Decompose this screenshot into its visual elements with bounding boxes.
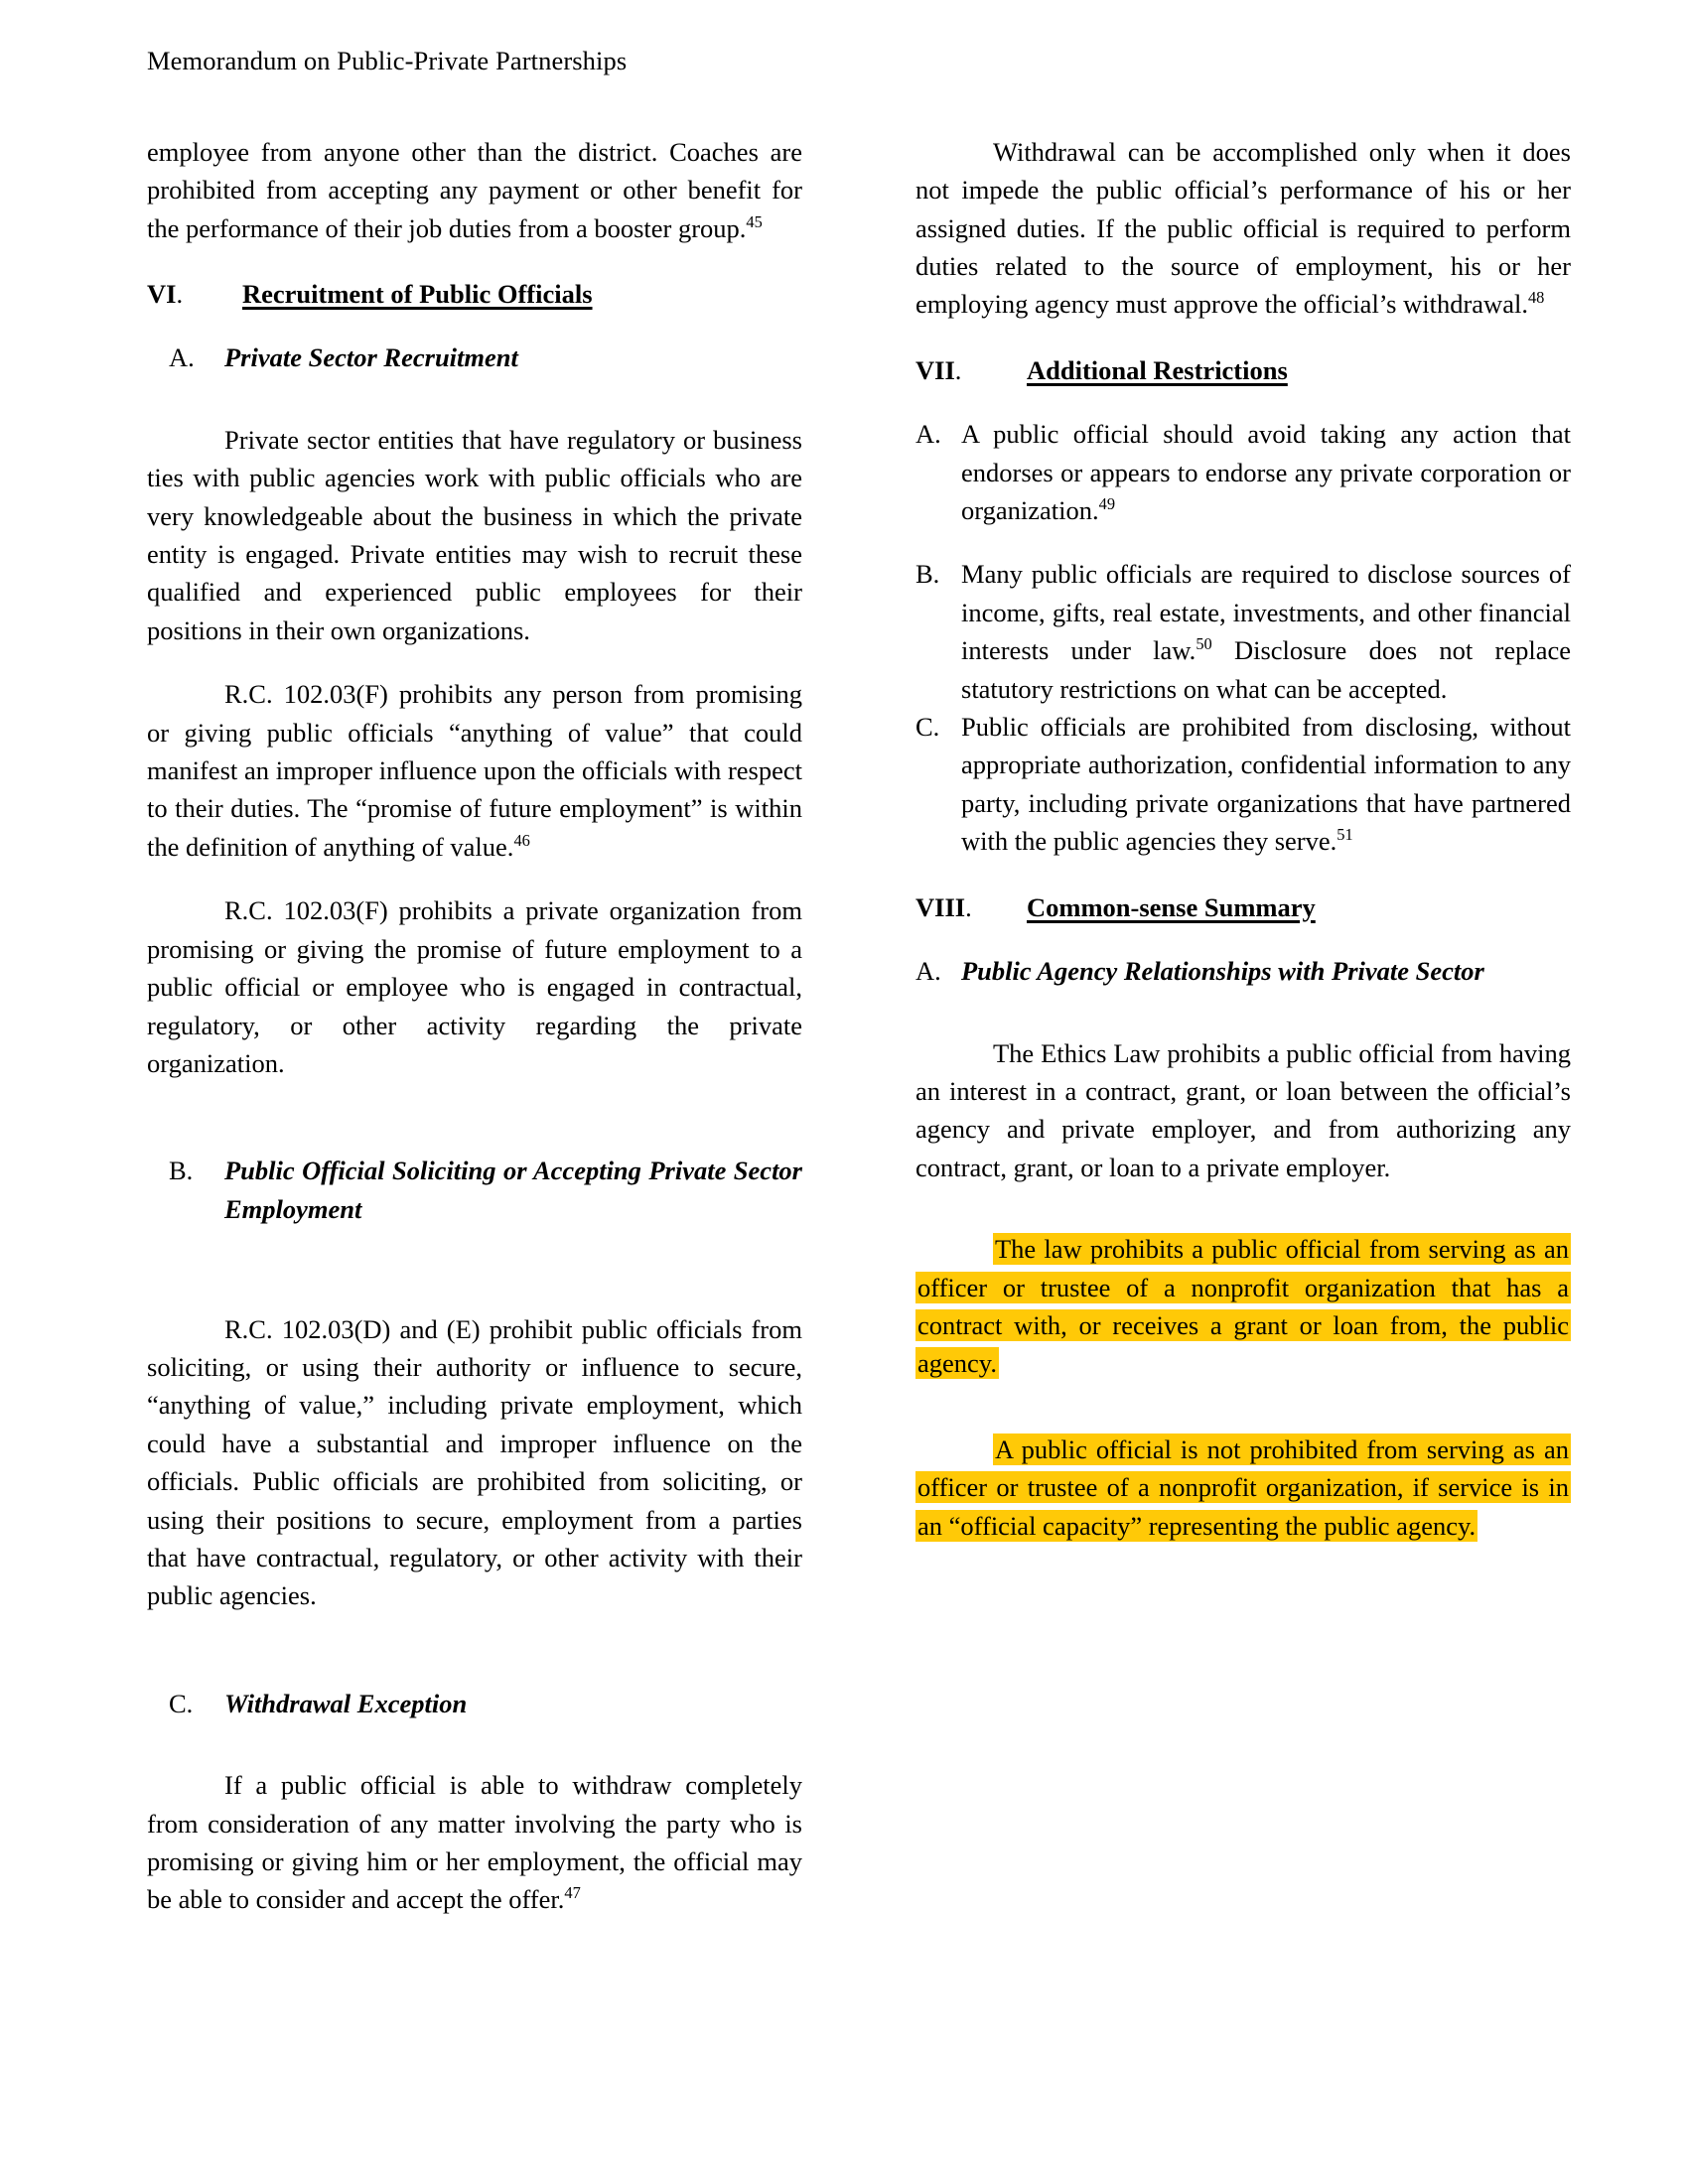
list-item-vii-b — [915, 555, 1571, 708]
spacer — [915, 1413, 1571, 1431]
spacer — [147, 1108, 802, 1126]
list-text-vii-b — [961, 555, 1571, 708]
list-letter-vii-a: A. — [915, 419, 941, 450]
highlighted-paragraph-2 — [915, 1431, 1571, 1545]
subsection-title-vi-c: Withdrawal Exception — [224, 1688, 468, 1718]
subsection-heading-vi-c — [147, 1685, 802, 1722]
paragraph-private-sector-entities: Private sector entities that have regulatory or business ties with public agencies work with public officials who are very knowledgeable about the business in which the private entity is engaged. Private entities may wish to recruit these qualified and experienced public employees for their positions in their own organizations. — [147, 424, 802, 645]
footnote-ref-47: 47 — [564, 1883, 581, 1903]
list-item-vii-a — [915, 415, 1571, 529]
paragraph-ethics-law: The Ethics Law prohibits a public official from having an interest in a contract, grant, or loan between the official’s agency and private employer, and from authorizing any contract, grant, or loan to a private employer. — [915, 1037, 1571, 1182]
spacer — [147, 1641, 802, 1659]
paragraph-continued-text: employee from anyone other than the district. Coaches are prohibited from accepting any payment or other benefit for the performance of their job duties from a booster group. — [147, 136, 802, 243]
paragraph-rc-10203f-private-org: R.C. 102.03(F) prohibits a private organization from promising or giving the promise of future employment to a public official or employee who is engaged in contractual, regulatory, or other activity regarding the private organization. — [147, 895, 802, 1078]
subsection-heading-vi-b — [147, 1152, 802, 1266]
section-number-vii-text: VII — [915, 354, 955, 385]
subsection-title-vi-b: Public Official Soliciting or Accepting Private Sector Employment — [224, 1156, 802, 1224]
paragraph-rc-10203f-person — [147, 675, 802, 866]
spacer — [915, 1017, 1571, 1034]
list-letter-vii-b: B. — [915, 559, 940, 590]
spacer — [147, 403, 802, 421]
section-number-vi-period: . — [176, 279, 184, 310]
section-number-viii-period: . — [965, 891, 972, 922]
list-letter-vii-c: C. — [915, 712, 940, 743]
section-number-vii-period: . — [954, 354, 962, 385]
subsection-title-vi-a: Private Sector Recruitment — [224, 342, 518, 373]
two-column-body — [147, 133, 1571, 1919]
list-text-vii-b-before: Many public officials are required to disclose sources of income, gifts, real estate, investments, and other financial interests under law. — [961, 559, 1571, 666]
spacer — [147, 1748, 802, 1766]
right-column — [915, 133, 1571, 1919]
section-number-vii — [915, 351, 1027, 389]
list-item-vii-c — [915, 708, 1571, 861]
highlighted-paragraph-1 — [915, 1230, 1571, 1383]
subsection-letter-vi-b: B. — [169, 1156, 194, 1186]
paragraph-withdraw-completely-text: If a public official is able to withdraw completely from consideration of any matter involving the party who is promising or giving him or her employment, the official may be able to consider and accept the offer. — [147, 1770, 802, 1915]
section-heading-vi — [147, 275, 802, 313]
section-heading-viii — [915, 888, 1571, 926]
footnote-ref-46: 46 — [513, 831, 530, 851]
subsection-heading-vi-a — [147, 339, 802, 376]
list-text-vii-c-body: Public officials are prohibited from disclosing, without appropriate authorization, confidential information to any party, including private organizations that have partnered with the public agencies they serve. — [961, 712, 1571, 857]
footnote-ref-49: 49 — [1098, 494, 1116, 514]
spacer — [915, 1212, 1571, 1230]
subsection-title-viii-a: Public Agency Relationships with Private Sector — [961, 956, 1484, 987]
list-text-vii-b-after: Disclosure does not replace statutory restrictions on what can be accepted. — [961, 635, 1571, 704]
left-column — [147, 133, 802, 1919]
section-number-viii-text: VIII — [915, 891, 966, 922]
list-text-vii-c — [961, 708, 1571, 861]
subsection-heading-viii-a — [915, 952, 1571, 990]
spacer — [147, 1293, 802, 1310]
paragraph-rc-10203f-person-text: R.C. 102.03(F) prohibits any person from promising or giving public officials “anything of value” that could manifest an improper influence upon the officials with respect to their duties. The “promise of future employment” is within the definition of anything of value. — [147, 679, 802, 862]
section-title-vii: Additional Restrictions — [1027, 354, 1288, 385]
paragraph-withdrawal-accomplished — [915, 133, 1571, 324]
paragraph-withdraw-completely — [147, 1766, 802, 1919]
footnote-ref-48: 48 — [1527, 288, 1545, 308]
footnote-ref-50: 50 — [1196, 634, 1212, 654]
footnote-ref-45: 45 — [746, 211, 763, 231]
paragraph-continued — [147, 133, 802, 247]
highlight-1-text: The law prohibits a public official from serving as an officer or trustee of a nonprofit organization that has a contract with, or receives a grant or loan from, the public agency. — [917, 1234, 1569, 1379]
section-title-viii: Common-sense Summary — [1027, 891, 1316, 922]
paragraph-rc-10203de: R.C. 102.03(D) and (E) prohibit public officials from soliciting, or using their authority or influence to secure, “anything of value,” including private employment, which could have a substantial and improper influence on the officials. Public officials are prohibited from soliciting, or using their positions to secure, employment from a parties that have contractual, regulatory, or other activity with their public agencies. — [147, 1313, 802, 1611]
list-text-vii-a-body: A public official should avoid taking any action that endorses or appears to endorse any private corporation or organization. — [961, 419, 1571, 526]
section-heading-vii — [915, 351, 1571, 389]
subsection-letter-vi-a: A. — [169, 342, 195, 373]
section-number-vi — [147, 275, 242, 313]
running-head: Memorandum on Public-Private Partnerships — [147, 46, 628, 75]
highlight-2-text: A public official is not prohibited from serving as an officer or trustee of a nonprofit organization, if service is in an “official capacity” representing the public agency. — [917, 1433, 1569, 1541]
subsection-letter-vi-c: C. — [169, 1688, 194, 1718]
list-text-vii-a — [961, 415, 1571, 529]
paragraph-withdrawal-accomplished-text: Withdrawal can be accomplished only when it does not impede the public official’s performance of his or her assigned duties. If the public official is required to perform duties related to the source of employment, his or her employing agency must approve the official’s withdrawal. — [915, 136, 1571, 320]
footnote-ref-51: 51 — [1336, 825, 1353, 845]
section-number-viii — [915, 888, 1027, 926]
section-number-vi-text: VI — [147, 279, 177, 310]
section-title-vi: Recruitment of Public Officials — [242, 279, 593, 310]
subsection-letter-viii-a: A. — [915, 956, 941, 987]
